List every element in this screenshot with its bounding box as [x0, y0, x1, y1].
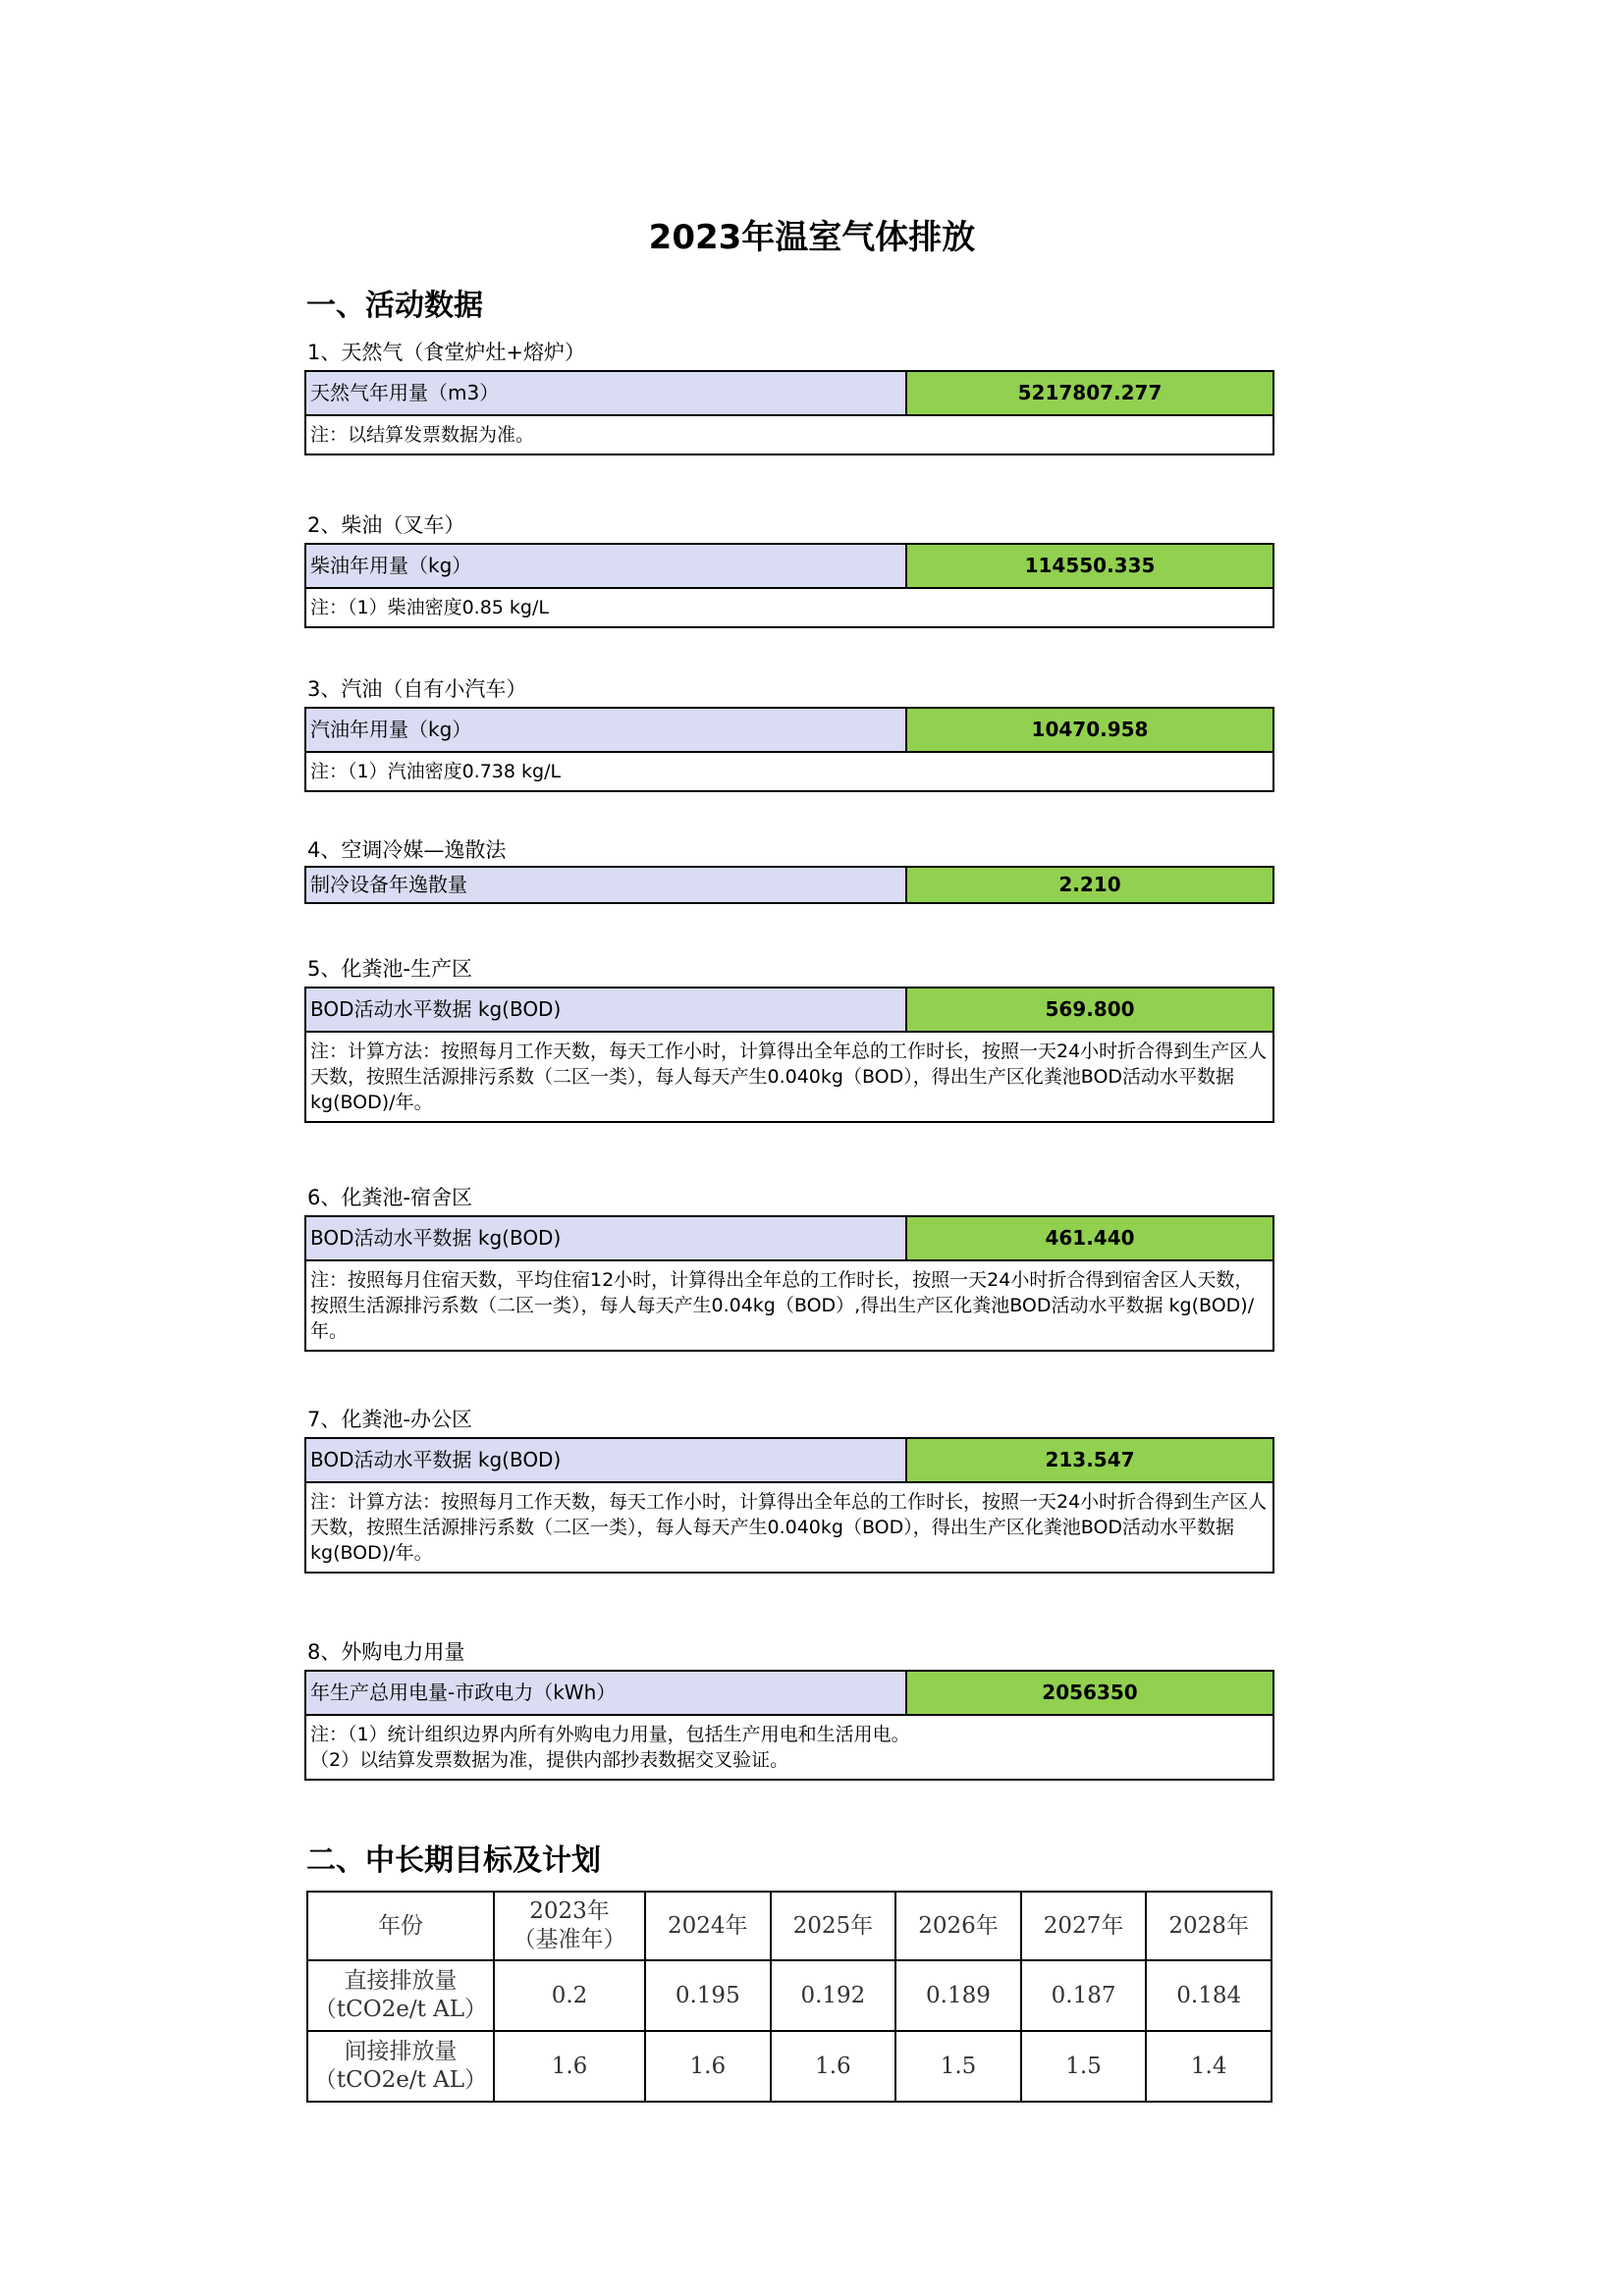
item-label-septic-office: 7、化粪池-办公区 — [307, 1408, 472, 1431]
header-cell: 2023年 （基准年） — [494, 1892, 645, 1960]
header-cell: 年份 — [307, 1892, 494, 1960]
targets-table — [306, 1891, 1272, 2103]
note-line: 注：按照每月住宿天数，平均住宿12小时，计算得出全年总的工作时长，按照一天24小时折合得到宿舍区人天数，按照生活源排污系数（二区一类），每人每天产生0.04kg（BOD）,得出生产区化粪池BOD活动水平数据 kg(BOD)/年。 — [310, 1269, 1255, 1342]
document-title: 2023年温室气体排放 — [648, 218, 976, 257]
note-line: 注：以结算发票数据为准。 — [310, 424, 535, 446]
table-cell: 0.195 — [645, 1960, 771, 2031]
metric-name: 年生产总用电量-市政电力（kWh） — [306, 1672, 907, 1714]
table-cell: 0.184 — [1146, 1960, 1272, 2031]
header-cell: 2024年 — [645, 1892, 771, 1960]
data-box-natural-gas — [304, 370, 1274, 455]
note-line: 注：（1）柴油密度0.85 kg/L — [310, 597, 549, 618]
table-cell: 1.5 — [1021, 2031, 1147, 2102]
data-box-septic-production — [304, 987, 1274, 1123]
metric-name: BOD活动水平数据 kg(BOD) — [306, 1217, 907, 1259]
table-cell: 1.6 — [771, 2031, 896, 2102]
note — [306, 587, 1272, 626]
table-cell: 0.187 — [1021, 1960, 1147, 2031]
data-box-septic-office — [304, 1437, 1274, 1574]
metric-name: 柴油年用量（kg） — [306, 545, 907, 587]
header-cell: 2026年 — [895, 1892, 1021, 1960]
note-line: 注：（1）统计组织边界内所有外购电力用量，包括生产用电和生活用电。 — [310, 1724, 910, 1745]
item-label-refrigerant: 4、空调冷媒—逸散法 — [307, 838, 507, 862]
data-box-refrigerant — [304, 866, 1274, 904]
note-line: 注：计算方法：按照每月工作天数，每天工作小时，计算得出全年总的工作时长，按照一天24小时折合得到生产区人天数，按照生活源排污系数（二区一类），每人每天产生0.040kg（BOD），得出生产区化粪池BOD活动水平数据 kg(BOD)/年。 — [310, 1041, 1268, 1113]
metric-value: 2.210 — [907, 868, 1272, 902]
note — [306, 414, 1272, 454]
note-line: 注：（1）汽油密度0.738 kg/L — [310, 761, 562, 782]
header-cell: 2025年 — [771, 1892, 896, 1960]
metric-value: 461.440 — [907, 1217, 1272, 1259]
table-cell: 0.192 — [771, 1960, 896, 2031]
note-line: 注：计算方法：按照每月工作天数，每天工作小时，计算得出全年总的工作时长，按照一天24小时折合得到生产区人天数，按照生活源排污系数（二区一类），每人每天产生0.040kg（BOD），得出生产区化粪池BOD活动水平数据 kg(BOD)/年。 — [310, 1491, 1268, 1564]
table-cell: 1.5 — [895, 2031, 1021, 2102]
table-cell: 0.189 — [895, 1960, 1021, 2031]
metric-name: 天然气年用量（m3） — [306, 372, 907, 414]
section-heading-activity-data: 一、活动数据 — [306, 289, 483, 323]
data-box-septic-dormitory — [304, 1215, 1274, 1352]
item-label-septic-dormitory: 6、化粪池-宿舍区 — [307, 1186, 472, 1209]
note — [306, 1714, 1272, 1779]
table-header-row — [307, 1892, 1272, 1960]
table-row — [307, 2031, 1272, 2102]
data-box-electricity — [304, 1670, 1274, 1781]
table-cell: 1.6 — [494, 2031, 645, 2102]
metric-name: 汽油年用量（kg） — [306, 709, 907, 751]
note — [306, 751, 1272, 790]
item-label-electricity: 8、外购电力用量 — [307, 1640, 465, 1664]
metric-value: 569.800 — [907, 988, 1272, 1031]
header-cell: 2027年 — [1021, 1892, 1147, 1960]
metric-name: 制冷设备年逸散量 — [306, 868, 907, 902]
item-label-gasoline: 3、汽油（自有小汽车） — [307, 677, 527, 701]
section-heading-targets: 二、中长期目标及计划 — [306, 1843, 601, 1878]
note-line: （2）以结算发票数据为准，提供内部抄表数据交叉验证。 — [310, 1749, 789, 1771]
note — [306, 1481, 1272, 1572]
data-box-gasoline — [304, 707, 1274, 792]
item-label-septic-production: 5、化粪池-生产区 — [307, 957, 472, 981]
metric-value: 2056350 — [907, 1672, 1272, 1714]
metric-value: 213.547 — [907, 1439, 1272, 1481]
metric-name: BOD活动水平数据 kg(BOD) — [306, 1439, 907, 1481]
row-label: 直接排放量 （tCO2e/t AL） — [307, 1960, 494, 2031]
note — [306, 1259, 1272, 1350]
metric-name: BOD活动水平数据 kg(BOD) — [306, 988, 907, 1031]
table-cell: 1.4 — [1146, 2031, 1272, 2102]
metric-value: 5217807.277 — [907, 372, 1272, 414]
item-label-diesel: 2、柴油（叉车） — [307, 513, 465, 537]
table-cell: 0.2 — [494, 1960, 645, 2031]
metric-value: 114550.335 — [907, 545, 1272, 587]
table-row — [307, 1960, 1272, 2031]
metric-value: 10470.958 — [907, 709, 1272, 751]
note — [306, 1031, 1272, 1121]
table-cell: 1.6 — [645, 2031, 771, 2102]
row-label: 间接排放量 （tCO2e/t AL） — [307, 2031, 494, 2102]
item-label-natural-gas: 1、天然气（食堂炉灶+熔炉） — [307, 341, 585, 364]
data-box-diesel — [304, 543, 1274, 628]
header-cell: 2028年 — [1146, 1892, 1272, 1960]
